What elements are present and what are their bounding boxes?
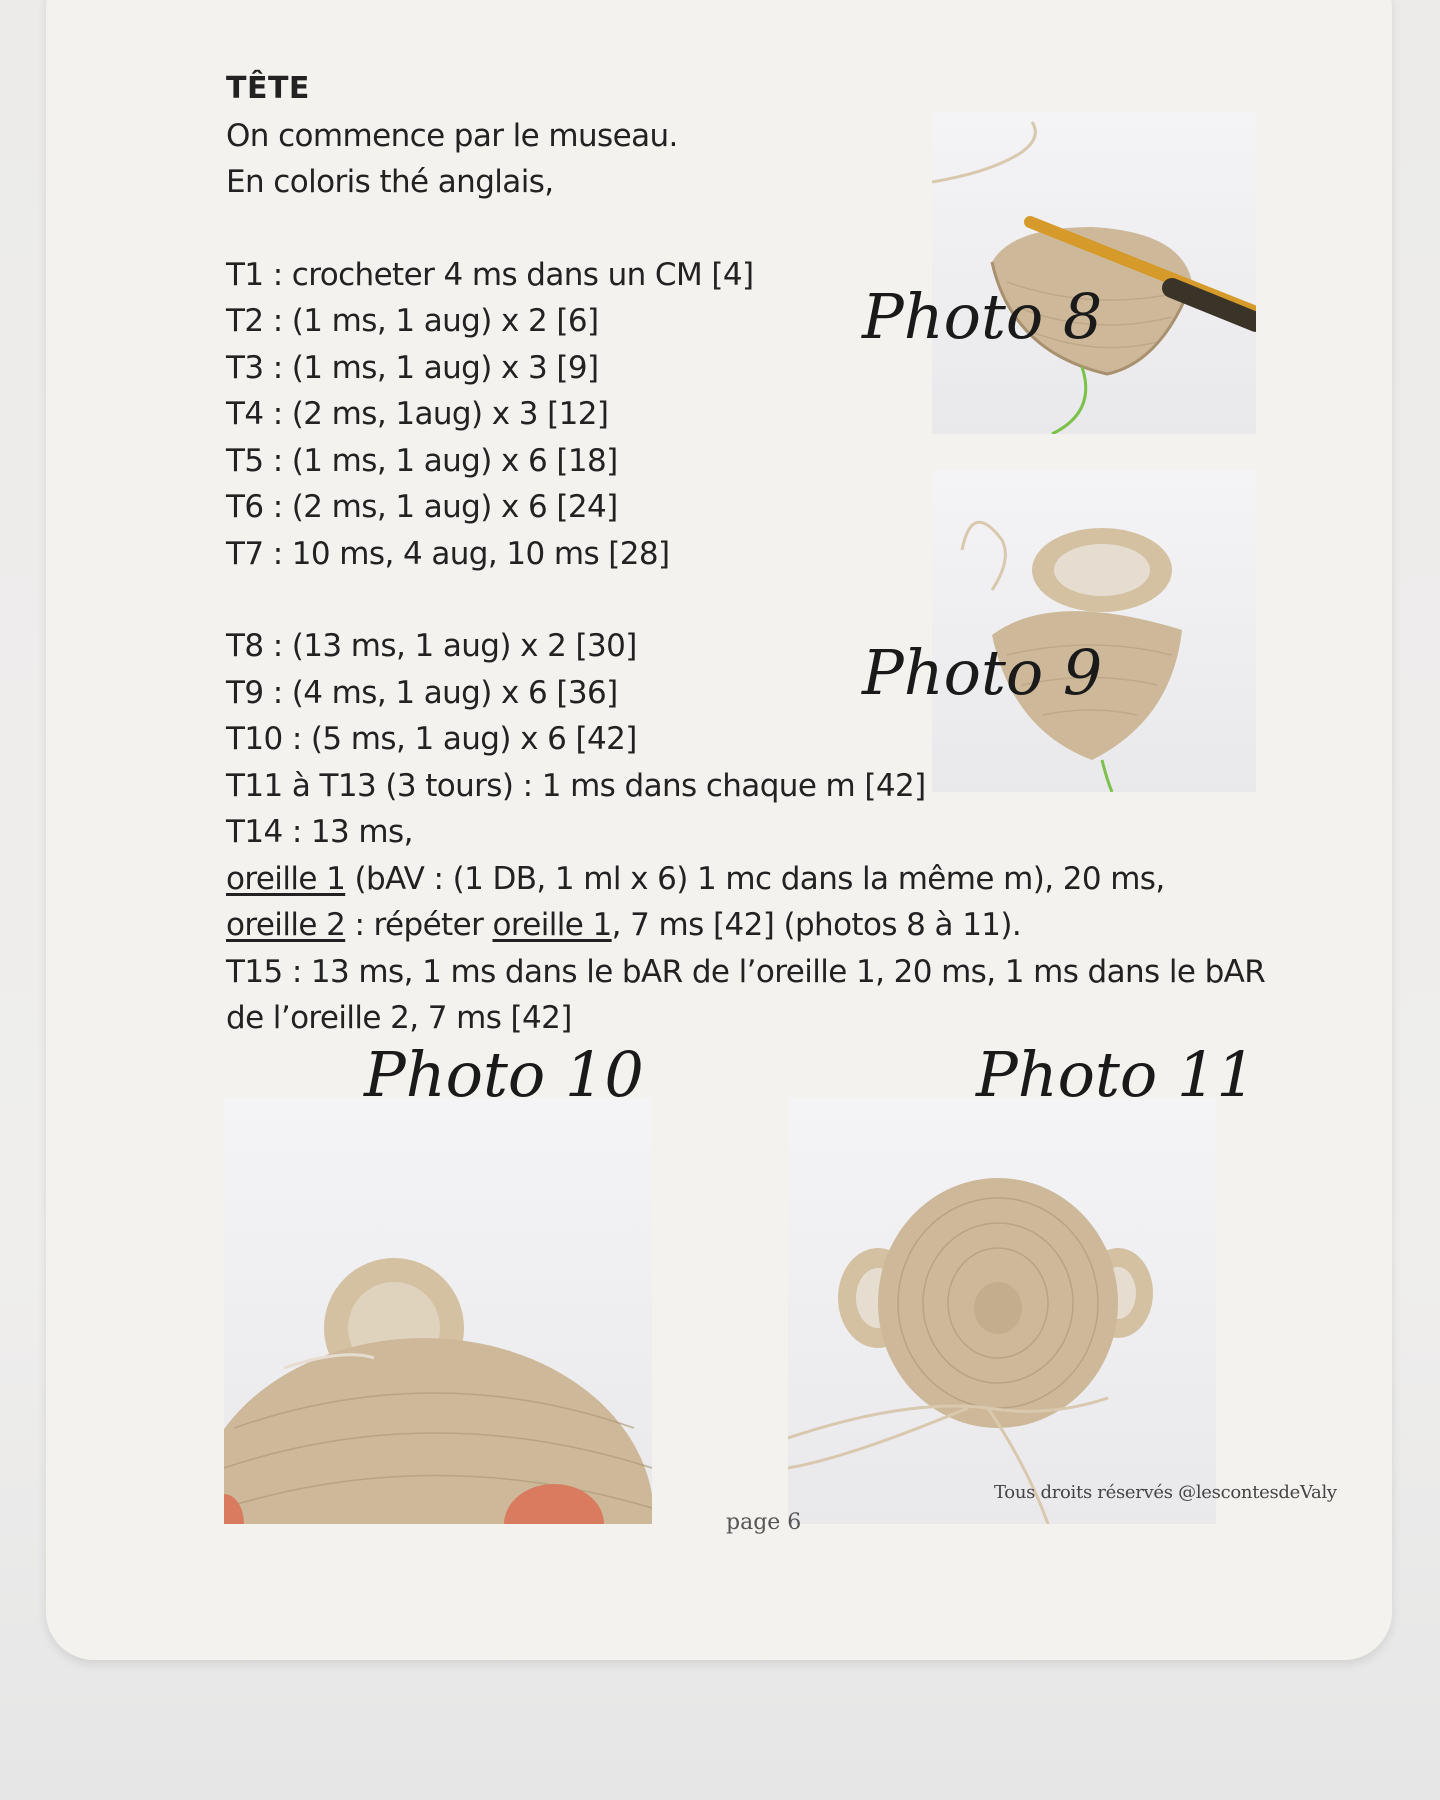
photo-10-image — [224, 1098, 652, 1524]
ear-2-text: , 7 ms [42] (photos 8 à 11). — [611, 907, 1022, 943]
intro-line: En coloris thé anglais, — [226, 164, 554, 200]
photo-9-label: Photo 9 — [862, 636, 1103, 709]
photo-8-image — [932, 112, 1256, 434]
photo-11-label: Photo 11 — [976, 1038, 1256, 1111]
row-instruction: T1 : crocheter 4 ms dans un CM [4] — [226, 256, 754, 293]
ear-2-label: oreille 2 — [226, 907, 346, 943]
page-number: page 6 — [726, 1510, 802, 1535]
row-instruction: T15 : 13 ms, 1 ms dans le bAR de l’oreille 1, 20 ms, 1 ms dans le bAR — [226, 953, 1266, 990]
photo-10-label: Photo 10 — [364, 1038, 644, 1111]
ear-2-mid: : répéter — [345, 907, 493, 943]
row-instruction: T7 : 10 ms, 4 aug, 10 ms [28] — [226, 535, 670, 572]
ear-2-ref: oreille 1 — [492, 907, 612, 943]
copyright-notice: Tous droits réservés @lescontesdeValy — [994, 1482, 1337, 1503]
row-instruction: T2 : (1 ms, 1 aug) x 2 [6] — [226, 303, 599, 339]
ear-1-label: oreille 1 — [226, 860, 346, 897]
ear-2-instruction — [226, 902, 1326, 949]
row-instruction: T3 : (1 ms, 1 aug) x 3 [9] — [226, 349, 599, 386]
document-page — [46, 0, 1392, 1660]
ear-1-instruction — [226, 856, 1326, 903]
row-instruction: T8 : (13 ms, 1 aug) x 2 [30] — [226, 628, 637, 664]
row-instruction: T10 : (5 ms, 1 aug) x 6 [42] — [226, 721, 637, 757]
photo-8-label: Photo 8 — [862, 280, 1103, 353]
intro-line: On commence par le museau. — [226, 117, 678, 154]
row-instruction: T9 : (4 ms, 1 aug) x 6 [36] — [226, 674, 618, 711]
row-instruction: T14 : 13 ms, — [226, 814, 413, 850]
row-instruction: de l’oreille 2, 7 ms [42] — [226, 1000, 572, 1036]
photo-9-image — [932, 470, 1256, 792]
row-instruction: T6 : (2 ms, 1 aug) x 6 [24] — [226, 489, 618, 525]
row-instruction: T11 à T13 (3 tours) : 1 ms dans chaque m [42] — [226, 767, 926, 804]
row-instruction: T4 : (2 ms, 1aug) x 3 [12] — [226, 396, 609, 432]
row-instruction: T5 : (1 ms, 1 aug) x 6 [18] — [226, 442, 618, 479]
ear-1-text: (bAV : (1 DB, 1 ml x 6) 1 mc dans la même m), 20 ms, — [345, 860, 1165, 897]
photo-11-image — [788, 1098, 1216, 1524]
section-title: TÊTE — [226, 71, 310, 106]
